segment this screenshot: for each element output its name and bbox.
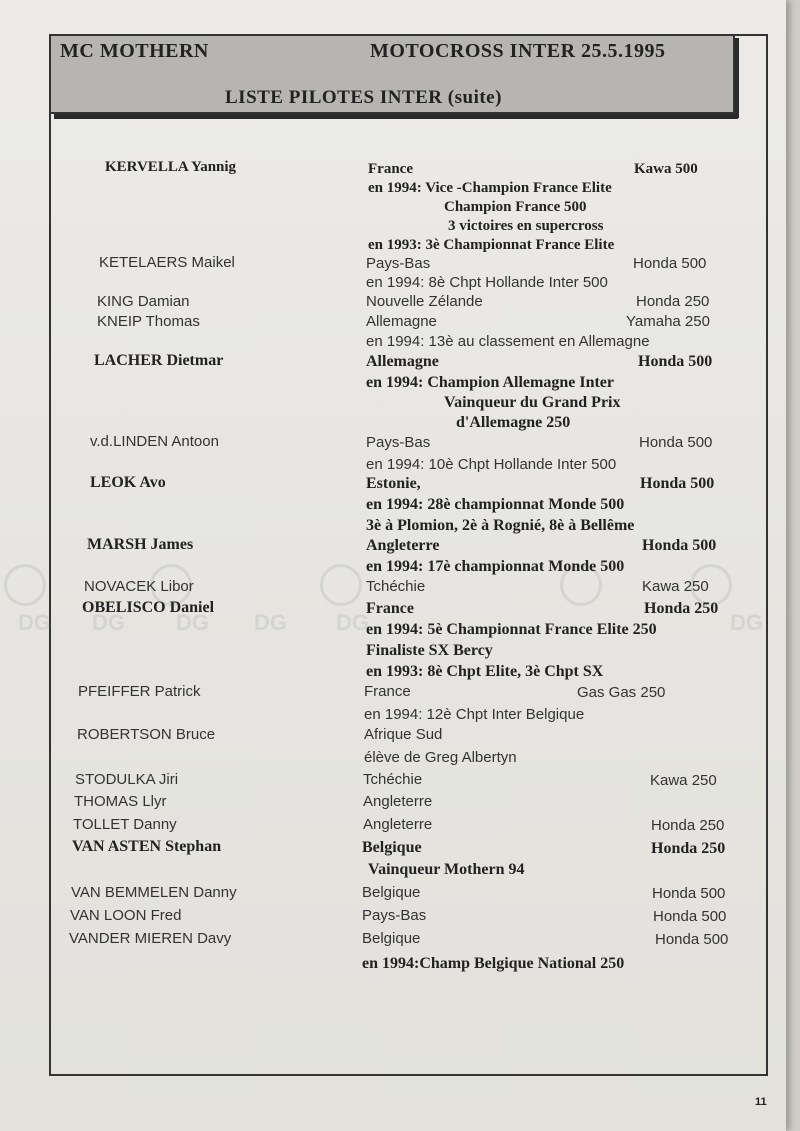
pilot-name: THOMAS Llyr xyxy=(74,793,167,810)
pilot-note: en 1994: 28è championnat Monde 500 xyxy=(366,496,625,513)
pilot-name: VAN ASTEN Stephan xyxy=(72,838,222,855)
pilot-country: Tchéchie xyxy=(363,771,423,788)
pilot-note: d'Allemagne 250 xyxy=(456,414,571,431)
pilot-name: KING Damian xyxy=(97,293,190,310)
pilot-note: 3 victoires en supercross xyxy=(448,218,604,234)
watermark-text: DG xyxy=(336,610,369,635)
pilot-country: Allemagne xyxy=(366,313,437,330)
pilot-note: en 1994: Vice -Champion France Elite xyxy=(368,180,612,196)
pilot-bike: Gas Gas 250 xyxy=(577,684,666,701)
pilot-name: TOLLET Danny xyxy=(73,816,177,833)
pilot-name: LACHER Dietmar xyxy=(94,352,224,369)
pilot-bike: Honda 250 xyxy=(644,600,719,617)
pilot-bike: Kawa 500 xyxy=(634,161,698,177)
pilot-name: VANDER MIEREN Davy xyxy=(69,930,232,947)
pilot-name: PFEIFFER Patrick xyxy=(78,683,201,700)
pilot-country: France xyxy=(366,600,414,617)
pilot-note: en 1994: 12è Chpt Inter Belgique xyxy=(364,706,585,723)
pilot-bike: Honda 500 xyxy=(639,434,713,451)
pilot-note: en 1994: 17è championnat Monde 500 xyxy=(366,558,625,575)
pilot-name: KNEIP Thomas xyxy=(97,313,200,330)
pilot-bike: Honda 500 xyxy=(633,255,707,272)
pilot-name: KETELAERS Maikel xyxy=(99,254,235,271)
pilot-note: en 1994: 10è Chpt Hollande Inter 500 xyxy=(366,456,617,473)
pilot-bike: Yamaha 250 xyxy=(626,313,710,330)
watermark-text: DG xyxy=(18,610,51,635)
pilot-note: élève de Greg Albertyn xyxy=(364,749,517,766)
watermark-text: DG xyxy=(92,610,125,635)
pilot-name: OBELISCO Daniel xyxy=(82,599,215,616)
pilot-bike: Honda 250 xyxy=(651,840,726,857)
pilot-bike: Honda 500 xyxy=(638,353,713,370)
pilot-note: en 1994: 13è au classement en Allemagne xyxy=(366,333,650,350)
pilot-country: Belgique xyxy=(362,884,421,901)
pilot-bike: Honda 250 xyxy=(636,293,710,310)
pilot-country: France xyxy=(364,683,411,700)
pilot-country: Nouvelle Zélande xyxy=(366,293,483,310)
pilot-bike: Honda 500 xyxy=(652,885,726,902)
pilot-country: Tchéchie xyxy=(366,578,426,595)
pilot-note: en 1993: 8è Chpt Elite, 3è Chpt SX xyxy=(366,663,604,680)
pilot-name: v.d.LINDEN Antoon xyxy=(90,433,219,450)
pilot-bike: Honda 500 xyxy=(655,931,729,948)
pilot-note: Vainqueur Mothern 94 xyxy=(368,861,525,878)
pilot-country: France xyxy=(368,161,413,177)
watermark-text: DG xyxy=(254,610,287,635)
pilot-note: en 1994: 5è Championnat France Elite 250 xyxy=(366,621,657,638)
pilot-note: en 1993: 3è Championnat France Elite xyxy=(368,237,615,253)
pilot-bike: Honda 250 xyxy=(651,817,725,834)
pilot-country: Belgique xyxy=(362,839,422,856)
pilot-name: KERVELLA Yannig xyxy=(105,159,237,175)
watermark-text: DG xyxy=(176,610,209,635)
pilot-note: Champion France 500 xyxy=(444,199,587,215)
pilot-bike: Kawa 250 xyxy=(642,578,709,595)
pilot-country: Angleterre xyxy=(363,816,433,833)
pilot-name: NOVACEK Libor xyxy=(84,578,194,595)
pilot-note: Finaliste SX Bercy xyxy=(366,642,493,659)
pilot-note: 3è à Plomion, 2è à Rognié, 8è à Bellême xyxy=(366,517,635,534)
pilot-country: Pays-Bas xyxy=(362,907,427,924)
pilot-country: Afrique Sud xyxy=(364,726,443,743)
pilot-bike: Honda 500 xyxy=(653,908,727,925)
event-title: MOTOCROSS INTER 25.5.1995 xyxy=(370,40,666,62)
pilot-country: Pays-Bas xyxy=(366,434,431,451)
watermark-text: DG xyxy=(730,610,763,635)
pilot-bike: Honda 500 xyxy=(642,537,717,554)
pilot-bike: Kawa 250 xyxy=(650,772,717,789)
pilot-note: en 1994: 8è Chpt Hollande Inter 500 xyxy=(366,274,608,291)
pilot-name: MARSH James xyxy=(87,536,194,553)
club-name: MC MOTHERN xyxy=(60,40,209,62)
pilot-country: Pays-Bas xyxy=(366,255,431,272)
pilot-name: STODULKA Jiri xyxy=(75,771,179,788)
pilot-bike: Honda 500 xyxy=(640,475,715,492)
pilot-country: Belgique xyxy=(362,930,421,947)
pilot-country: Allemagne xyxy=(366,353,439,370)
pilot-country: Angleterre xyxy=(363,793,433,810)
pilot-note: Vainqueur du Grand Prix xyxy=(444,394,621,411)
pilot-note: en 1994:Champ Belgique National 250 xyxy=(362,955,625,972)
pilot-name: VAN BEMMELEN Danny xyxy=(71,884,237,901)
page-number: 11 xyxy=(755,1096,767,1108)
pilot-name: LEOK Avo xyxy=(90,474,166,491)
pilot-name: ROBERTSON Bruce xyxy=(77,726,216,743)
pilot-note: en 1994: Champion Allemagne Inter xyxy=(366,374,614,391)
pilot-country: Angleterre xyxy=(366,537,440,554)
pilot-country: Estonie, xyxy=(366,475,421,492)
list-subtitle: LISTE PILOTES INTER (suite) xyxy=(225,87,502,108)
pilot-name: VAN LOON Fred xyxy=(70,907,182,924)
